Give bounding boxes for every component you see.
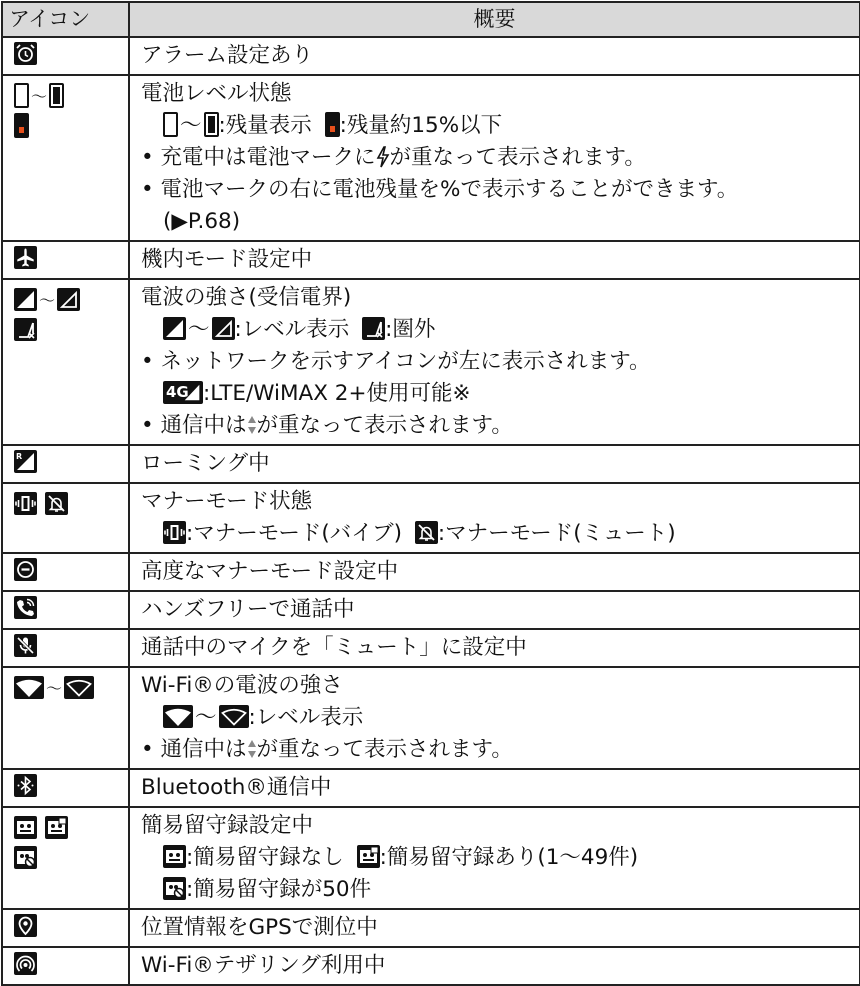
legend-label: 圏外	[392, 317, 436, 342]
bullet-note	[141, 142, 859, 174]
battery-low-icon	[325, 112, 340, 137]
tilde-text: 〜	[195, 705, 217, 730]
legend-line	[141, 314, 859, 346]
row-title: ハンズフリーで通話中	[141, 597, 355, 622]
icon-cell	[2, 629, 129, 667]
bullet-note	[141, 174, 859, 206]
table-header-row	[2, 2, 860, 37]
icon-cell	[2, 483, 129, 553]
header-description-column: 概要	[129, 2, 860, 37]
legend-line	[141, 110, 859, 142]
status-icon-table	[1, 1, 860, 986]
separator: :	[186, 877, 194, 902]
roaming-signal-icon	[14, 450, 37, 473]
icon-cell	[2, 553, 129, 591]
note-text: ネットワークを示すアイコンが左に表示されます。	[160, 349, 651, 374]
wifi-empty-icon	[64, 676, 94, 699]
wifi-full-icon	[163, 705, 193, 728]
icon-cell	[2, 909, 129, 947]
row-title: 高度なマナーモード設定中	[141, 559, 399, 584]
bluetooth-icon	[14, 774, 37, 797]
separator: :	[379, 845, 387, 870]
minus-circle-icon	[14, 558, 37, 581]
desc-cell	[129, 37, 860, 75]
table-row-alarm	[2, 37, 860, 75]
page-reference: (▶P.68)	[163, 209, 241, 234]
icon-cell	[2, 591, 129, 629]
row-title: マナーモード状態	[141, 489, 313, 514]
icon-cell	[2, 667, 129, 769]
row-title: 簡易留守録設定中	[141, 813, 314, 838]
wifi-full-icon	[14, 676, 44, 699]
bullet-note	[141, 346, 859, 378]
table-row-mic-mute	[2, 629, 860, 667]
table-row-gps	[2, 909, 860, 947]
icon-cell	[2, 279, 129, 445]
legend-label: LTE/WiMAX 2+使用可能※	[210, 381, 471, 406]
separator: :	[203, 381, 211, 406]
desc-cell	[129, 75, 860, 241]
icon-cell	[2, 241, 129, 279]
desc-cell	[129, 807, 860, 909]
vibrate-icon	[14, 492, 37, 515]
separator: :	[218, 113, 226, 138]
icon-cell	[2, 807, 129, 909]
desc-cell	[129, 909, 860, 947]
separator: :	[339, 113, 347, 138]
tilde-text: 〜	[31, 86, 48, 106]
mic-off-icon	[14, 634, 37, 657]
icon-cell	[2, 445, 129, 483]
bullet: •	[141, 737, 154, 762]
row-title: Wi-Fi®テザリング利用中	[141, 953, 386, 978]
voicemail-messages-icon	[45, 816, 68, 839]
desc-cell	[129, 667, 860, 769]
table-row-handsfree	[2, 591, 860, 629]
row-title: Wi-Fi®の電波の強さ	[141, 673, 343, 698]
tilde-text: 〜	[188, 317, 210, 342]
legend-label: 残量約15%以下	[346, 113, 503, 138]
row-title: アラーム設定あり	[141, 43, 314, 68]
legend-label: レベル表示	[241, 317, 350, 342]
legend-line	[141, 842, 859, 874]
tilde-text: 〜	[180, 113, 202, 138]
icon-cell	[2, 947, 129, 985]
desc-cell	[129, 947, 860, 985]
airplane-icon	[14, 246, 37, 269]
note-text: 通信中は	[160, 737, 247, 762]
signal-out-of-range-icon	[14, 318, 37, 341]
signal-out-of-range-icon	[362, 317, 385, 340]
table-row-manner-mode	[2, 483, 860, 553]
battery-full-icon	[49, 83, 64, 108]
legend-label: 残量表示	[225, 113, 312, 138]
legend-label: マナーモード(ミュート)	[445, 521, 676, 546]
desc-cell	[129, 591, 860, 629]
legend-label: 簡易留守録あり(1〜49件)	[386, 845, 639, 870]
legend-label: 簡易留守録なし	[193, 845, 344, 870]
note-text: が重なって表示されます。	[389, 145, 646, 170]
wifi-empty-icon	[219, 705, 249, 728]
row-title: ローミング中	[141, 451, 270, 476]
row-title: 電池レベル状態	[141, 81, 292, 106]
separator: :	[186, 521, 194, 546]
bullet: •	[141, 413, 154, 438]
voicemail-none-icon	[14, 816, 37, 839]
row-title: 位置情報をGPSで測位中	[141, 915, 378, 940]
desc-cell	[129, 483, 860, 553]
battery-full-icon	[204, 112, 219, 137]
bullet: •	[141, 349, 154, 374]
legend-line	[141, 518, 859, 550]
desc-cell	[129, 279, 860, 445]
header-icon-column: アイコン	[2, 2, 129, 37]
table-row-battery	[2, 75, 860, 241]
signal-empty-icon	[57, 288, 80, 311]
tilde-text: 〜	[39, 290, 56, 310]
legend-line	[141, 378, 859, 410]
table-row-voicemail	[2, 807, 860, 909]
bullet: •	[141, 177, 154, 202]
note-text: 通信中は	[160, 413, 247, 438]
voicemail-full-icon	[163, 877, 186, 900]
note-text: 充電中は電池マークに	[160, 145, 376, 170]
signal-full-icon	[14, 288, 37, 311]
tilde-text: 〜	[46, 678, 63, 698]
battery-empty-icon	[163, 112, 178, 137]
signal-empty-icon	[212, 317, 235, 340]
row-title: 機内モード設定中	[141, 247, 313, 272]
bullet-note	[141, 734, 859, 766]
table-row-airplane	[2, 241, 860, 279]
voicemail-messages-icon	[357, 845, 380, 868]
table-row-bluetooth	[2, 769, 860, 807]
up-down-arrows-icon	[247, 414, 257, 436]
row-title: 通話中のマイクを「ミュート」に設定中	[141, 635, 527, 660]
alarm-clock-icon	[14, 42, 37, 65]
bell-off-icon	[415, 521, 438, 544]
bullet-note	[141, 410, 859, 442]
roaming-badge: R	[16, 452, 23, 461]
voicemail-full-icon	[14, 846, 37, 869]
bullet: •	[141, 145, 154, 170]
icon-cell	[2, 769, 129, 807]
separator: :	[248, 705, 256, 730]
legend-label: マナーモード(バイブ)	[193, 521, 403, 546]
lte-badge-text: 4G	[166, 383, 189, 401]
icon-cell	[2, 75, 129, 241]
table-row-wifi	[2, 667, 860, 769]
row-title: 電波の強さ(受信電界)	[141, 285, 352, 310]
legend-line	[141, 874, 859, 906]
lte-signal-icon	[163, 381, 203, 404]
table-row-tethering	[2, 947, 860, 985]
vibrate-icon	[163, 521, 186, 544]
note-text: が重なって表示されます。	[256, 737, 513, 762]
signal-full-icon	[163, 317, 186, 340]
legend-label: 簡易留守録が50件	[193, 877, 372, 902]
legend-line	[141, 702, 859, 734]
desc-cell	[129, 445, 860, 483]
desc-cell	[129, 241, 860, 279]
separator: :	[234, 317, 242, 342]
desc-cell	[129, 553, 860, 591]
table-row-signal	[2, 279, 860, 445]
up-down-arrows-icon	[247, 738, 257, 760]
note-text: 電池マークの右に電池残量を%で表示することができます。	[160, 177, 739, 202]
speakerphone-icon	[14, 596, 37, 619]
separator: :	[186, 845, 194, 870]
desc-cell	[129, 629, 860, 667]
location-pin-icon	[14, 914, 37, 937]
note-text: が重なって表示されます。	[256, 413, 513, 438]
row-title: Bluetooth®通信中	[141, 775, 332, 800]
icon-cell	[2, 37, 129, 75]
hotspot-icon	[14, 952, 37, 975]
separator: :	[437, 521, 446, 546]
battery-low-icon	[14, 113, 29, 138]
separator: :	[385, 317, 393, 342]
lightning-bolt-icon	[376, 146, 390, 168]
voicemail-none-icon	[163, 845, 186, 868]
bell-off-icon	[45, 492, 68, 515]
battery-empty-icon	[14, 83, 29, 108]
desc-cell	[129, 769, 860, 807]
legend-label: レベル表示	[255, 705, 364, 730]
table-row-advanced-manner	[2, 553, 860, 591]
table-row-roaming	[2, 445, 860, 483]
